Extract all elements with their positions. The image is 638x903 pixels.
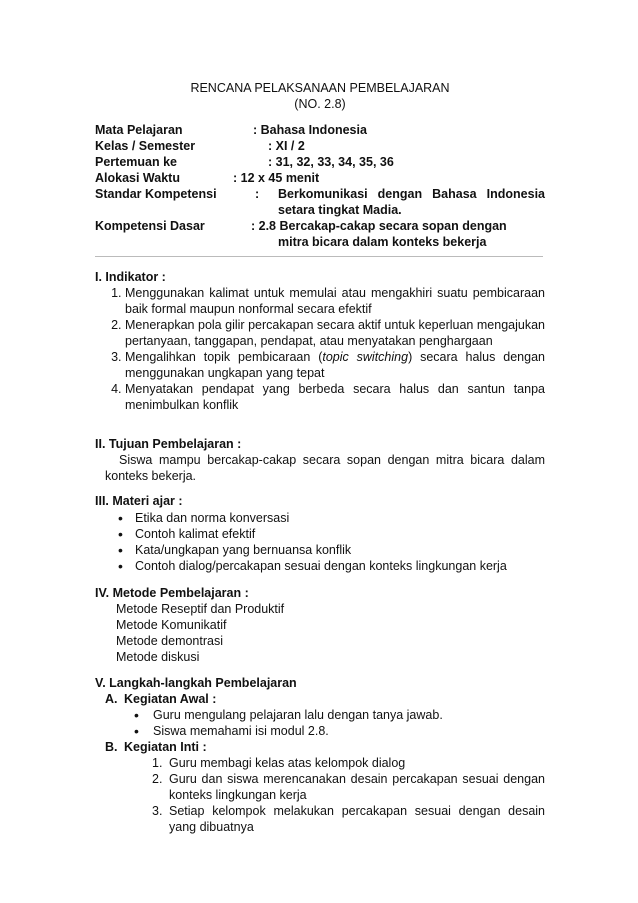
metode-item: Metode demontrasi — [116, 634, 224, 648]
section-materi — [95, 493, 545, 574]
identity-block — [95, 122, 545, 250]
section-indikator — [95, 269, 545, 413]
kelas-value: : XI / 2 — [268, 139, 305, 153]
section-tujuan — [95, 436, 545, 484]
indikator-title: I. Indikator : — [95, 270, 166, 284]
list-item — [152, 771, 545, 803]
kd-value-line-2: mitra bicara dalam konteks bekerja — [278, 235, 487, 249]
info-row-alokasi — [95, 170, 545, 186]
tujuan-text: Siswa mampu bercakap-cakap secara sopan dengan mitra bicara dalam konteks bekerja. — [105, 453, 545, 483]
pertemuan-value: : 31, 32, 33, 34, 35, 36 — [268, 155, 394, 169]
kegiatan-inti-heading — [95, 739, 545, 755]
list-item: 2. Menerapkan pola gilir percakapan secara aktif untuk keperluan mengajukan pertanyaan, tanggapan, pendapat, atau menyatakan penghargaan — [125, 317, 545, 349]
list-item: 1. Menggunakan kalimat untuk memulai atau mengakhiri suatu pembicaraan baik formal maupun nonformal secara efektif — [125, 285, 545, 317]
item3-em: topic switching — [322, 350, 409, 364]
divider-line — [95, 256, 543, 257]
inti-letter: B. — [105, 740, 118, 754]
section-metode — [95, 585, 545, 665]
list-item — [152, 803, 545, 835]
langkah-title: V. Langkah-langkah Pembelajaran — [95, 676, 297, 690]
metode-item: Metode Komunikatif — [116, 618, 227, 632]
inti-item-text: Guru membagi kelas atas kelompok dialog — [169, 756, 406, 770]
mapel-label: Mata Pelajaran — [95, 123, 183, 137]
title-line-1: RENCANA PELAKSANAAN PEMBELAJARAN — [190, 81, 450, 95]
list-item: • Etika dan norma konversasi — [135, 510, 545, 526]
list-number: 2. — [152, 772, 163, 786]
mapel-value: : Bahasa Indonesia — [253, 123, 367, 137]
sk-colon: : — [255, 187, 260, 201]
info-row-kelas — [95, 138, 545, 154]
list-item: • Kata/ungkapan yang bernuansa konflik — [135, 542, 545, 558]
list-item: 4. Menyatakan pendapat yang berbeda secara halus dan santun tanpa menimbulkan konflik — [125, 381, 545, 413]
kelas-label: Kelas / Semester — [95, 139, 196, 153]
inti-item-text: Guru dan siswa merencanakan desain percakapan sesuai dengan konteks lingkungan kerja — [169, 772, 545, 802]
info-row-sk — [95, 186, 545, 218]
pertemuan-label: Pertemuan ke — [95, 155, 177, 169]
list-item: • Contoh kalimat efektif — [135, 526, 545, 542]
metode-item: Metode diskusi — [116, 650, 200, 664]
materi-list — [95, 510, 545, 574]
title-line-2: (NO. 2.8) — [294, 97, 346, 111]
item3-pre: Mengalihkan topik pembicaraan ( — [125, 350, 323, 364]
kd-label: Kompetensi Dasar — [95, 219, 205, 233]
list-item: • Contoh dialog/percakapan sesuai dengan konteks lingkungan kerja — [135, 558, 545, 574]
list-item — [125, 349, 545, 381]
list-number: 1. — [152, 756, 163, 770]
inti-item-text: Setiap kelompok melakukan percakapan sesuai dengan desain yang dibuatnya — [169, 804, 545, 834]
sk-label: Standar Kompetensi — [95, 187, 217, 201]
info-row-pertemuan — [95, 154, 545, 170]
list-item: • Siswa memahami isi modul 2.8. — [153, 723, 545, 739]
info-row-kd — [95, 218, 545, 250]
awal-letter: A. — [105, 692, 118, 706]
materi-title: III. Materi ajar : — [95, 494, 183, 508]
item3-post: ) secara halus dengan menggunakan ungkapan yang tepat — [125, 350, 545, 380]
tujuan-title: II. Tujuan Pembelajaran : — [95, 437, 242, 451]
awal-title: Kegiatan Awal : — [124, 692, 217, 706]
list-item — [152, 755, 545, 771]
kd-value: : 2.8 Bercakap-cakap secara sopan dengan — [251, 219, 507, 233]
metode-item: Metode Reseptif dan Produktif — [116, 602, 285, 616]
inti-title: Kegiatan Inti : — [124, 740, 207, 754]
inti-list — [95, 755, 545, 835]
metode-title: IV. Metode Pembelajaran : — [95, 586, 249, 600]
awal-list — [95, 707, 545, 739]
sk-value: Berkomunikasi dengan Bahasa Indonesia setara tingkat Madia. — [278, 187, 545, 217]
alokasi-value: : 12 x 45 menit — [233, 171, 320, 185]
list-item: • Guru mengulang pelajaran lalu dengan tanya jawab. — [153, 707, 545, 723]
kegiatan-awal-heading — [95, 691, 545, 707]
info-row-mapel — [95, 122, 545, 138]
alokasi-label: Alokasi Waktu — [95, 171, 180, 185]
list-number: 3. — [152, 804, 163, 818]
section-langkah — [95, 675, 545, 835]
document-title — [95, 80, 545, 112]
indikator-list — [95, 285, 545, 413]
